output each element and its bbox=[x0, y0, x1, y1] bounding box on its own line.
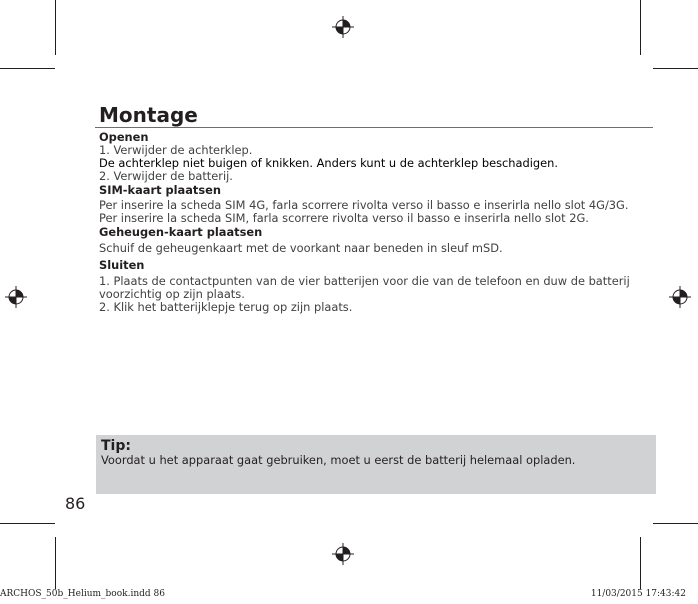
section-title: Geheugen-kaart plaatsen bbox=[99, 225, 263, 239]
section-title: Openen bbox=[99, 130, 149, 144]
crop-mark-top-right-vertical bbox=[640, 0, 641, 55]
section-text: Schuif de geheugenkaart met de voorkant naar beneden in sleuf mSD. bbox=[99, 241, 503, 255]
section-text: Per inserire la scheda SIM, farla scorrere rivolta verso il basso e inserirla nello slot 2G. bbox=[99, 211, 589, 225]
section-title: SIM-kaart plaatsen bbox=[99, 183, 221, 197]
section-text: 2. Verwijder de batterij. bbox=[99, 169, 233, 183]
crosshair-registration-icon bbox=[332, 543, 354, 565]
crop-mark-top-left-vertical bbox=[55, 0, 56, 55]
section-text: 1. Plaats de contactpunten van de vier batterijen voor die van de telefoon en duw de batterij voorzichtig op zijn plaats. bbox=[99, 274, 630, 301]
print-file-slug: ARCHOS_50b_Helium_book.indd 86 bbox=[0, 589, 165, 599]
tip-text: Voordat u het apparaat gaat gebruiken, moet u eerst de batterij helemaal opladen. bbox=[101, 453, 576, 467]
section-text: 1. Verwijder de achterklep. bbox=[99, 143, 253, 157]
section-sim bbox=[99, 183, 659, 225]
section-text: Per inserire la scheda SIM 4G, farla scorrere rivolta verso il basso e inserirla nello slot 4G/3G. bbox=[99, 198, 629, 212]
crosshair-registration-icon bbox=[5, 286, 27, 308]
print-timestamp: 11/03/2015 17:43:42 bbox=[590, 589, 686, 599]
page-number: 86 bbox=[65, 494, 86, 513]
tip-title: Tip: bbox=[101, 438, 131, 454]
page-title: Montage bbox=[99, 103, 198, 127]
crop-mark-top-right-horizontal bbox=[653, 68, 698, 69]
tip-box bbox=[96, 435, 656, 494]
section-text: 2. Klik het batterijklepje terug op zijn plaats. bbox=[99, 300, 353, 314]
crop-mark-bottom-right-vertical bbox=[640, 537, 641, 589]
crosshair-registration-icon bbox=[669, 286, 691, 308]
crop-mark-top-left-horizontal bbox=[0, 68, 55, 69]
crop-mark-bottom-left-vertical bbox=[55, 537, 56, 589]
crop-mark-bottom-left-horizontal bbox=[0, 523, 55, 524]
page-content bbox=[99, 103, 659, 314]
heading-rule bbox=[95, 127, 653, 128]
section-openen bbox=[99, 130, 659, 183]
warning-text: De achterklep niet buigen of knikken. Anders kunt u de achterklep beschadigen. bbox=[99, 156, 558, 170]
crop-mark-bottom-right-horizontal bbox=[653, 523, 698, 524]
section-closing bbox=[99, 258, 659, 314]
crosshair-registration-icon bbox=[332, 16, 354, 38]
section-title: Sluiten bbox=[99, 258, 145, 272]
section-memory bbox=[99, 225, 659, 255]
